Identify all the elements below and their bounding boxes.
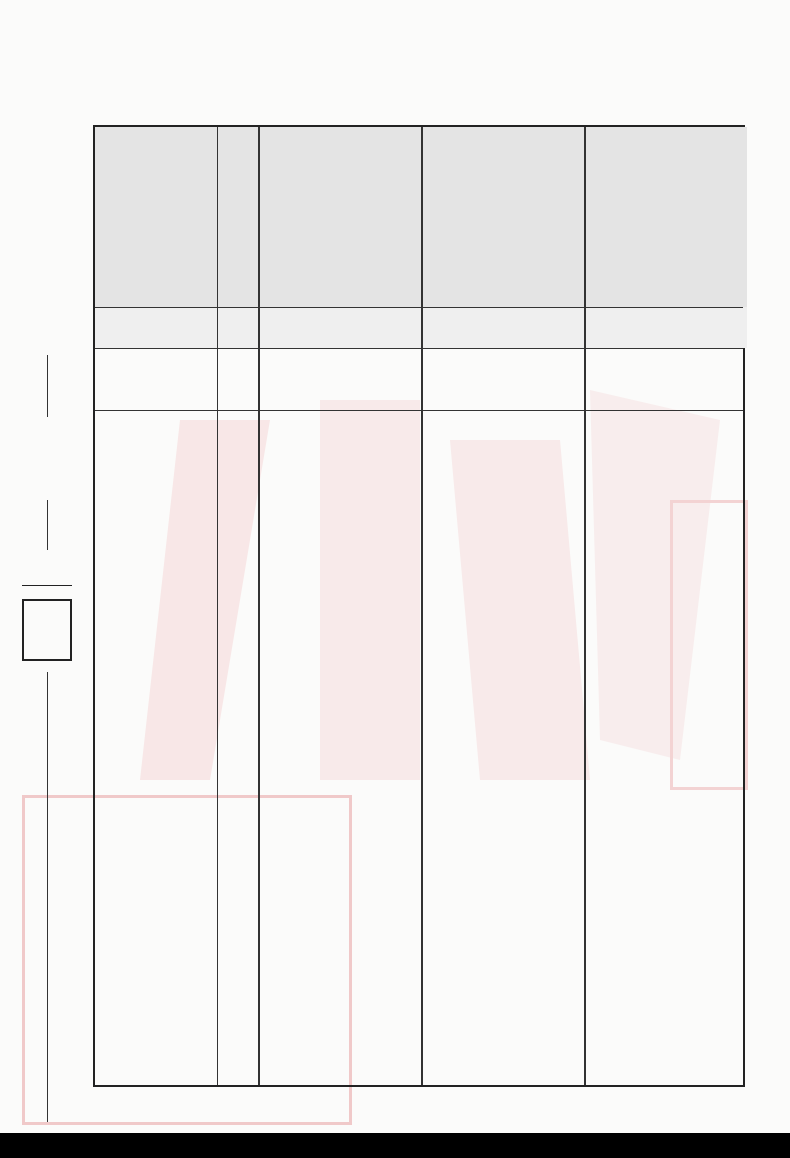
died-label	[135, 350, 175, 410]
born-label	[380, 350, 420, 410]
born-label	[706, 350, 746, 410]
burial-label	[95, 350, 135, 410]
born-label	[217, 350, 257, 410]
born-value	[706, 414, 746, 1074]
born-value	[380, 414, 420, 1074]
children-label	[176, 350, 216, 410]
person-name	[421, 127, 543, 307]
column-divider	[584, 127, 586, 1085]
generation-label	[380, 127, 421, 307]
burial-value	[258, 414, 298, 1074]
logo-char	[47, 601, 70, 630]
died-value	[135, 414, 175, 1074]
burial-label	[584, 350, 624, 410]
born-value	[543, 414, 583, 1074]
born-label	[543, 350, 583, 410]
generation-label	[543, 127, 584, 307]
children-label	[339, 350, 379, 410]
logo-char	[24, 601, 47, 630]
died-value	[624, 414, 664, 1074]
burial-value	[95, 414, 135, 1074]
person-name	[258, 127, 380, 307]
genealogy-logo	[22, 599, 72, 661]
died-label	[461, 350, 501, 410]
children-value	[339, 414, 379, 1074]
upload-notice	[0, 1133, 790, 1158]
burial-label	[421, 350, 461, 410]
column-divider	[258, 127, 260, 1085]
burial-value	[421, 414, 461, 1074]
spouse-name	[258, 307, 421, 348]
burial-label	[258, 350, 298, 410]
header-rule	[95, 307, 743, 308]
person-column	[584, 127, 747, 1085]
generation-label	[706, 127, 747, 307]
burial-value	[584, 414, 624, 1074]
person-name	[95, 127, 217, 307]
person-name	[584, 127, 706, 307]
children-label	[502, 350, 542, 410]
children-value	[176, 414, 216, 1074]
person-column	[95, 127, 258, 1085]
died-label	[624, 350, 664, 410]
spouse-name	[95, 307, 258, 348]
spouse-name	[421, 307, 584, 348]
generation-divider	[217, 127, 218, 1085]
died-value	[461, 414, 501, 1074]
page-number-rule	[22, 585, 72, 586]
children-value	[665, 414, 705, 1074]
born-value	[217, 414, 257, 1074]
label-rule	[95, 410, 743, 411]
generation-label	[217, 127, 258, 307]
died-label	[298, 350, 338, 410]
column-divider	[421, 127, 423, 1085]
died-value	[298, 414, 338, 1074]
children-label	[665, 350, 705, 410]
spouse-name	[584, 307, 747, 348]
children-value	[502, 414, 542, 1074]
margin-rule-mid	[47, 500, 48, 550]
logo-char	[24, 630, 47, 659]
person-column	[258, 127, 421, 1085]
person-column	[421, 127, 584, 1085]
genealogy-table	[93, 125, 745, 1087]
logo-char	[47, 630, 70, 659]
spouse-rule	[95, 348, 743, 349]
margin-rule-top	[47, 355, 48, 417]
margin-rule-bottom	[47, 672, 48, 1122]
